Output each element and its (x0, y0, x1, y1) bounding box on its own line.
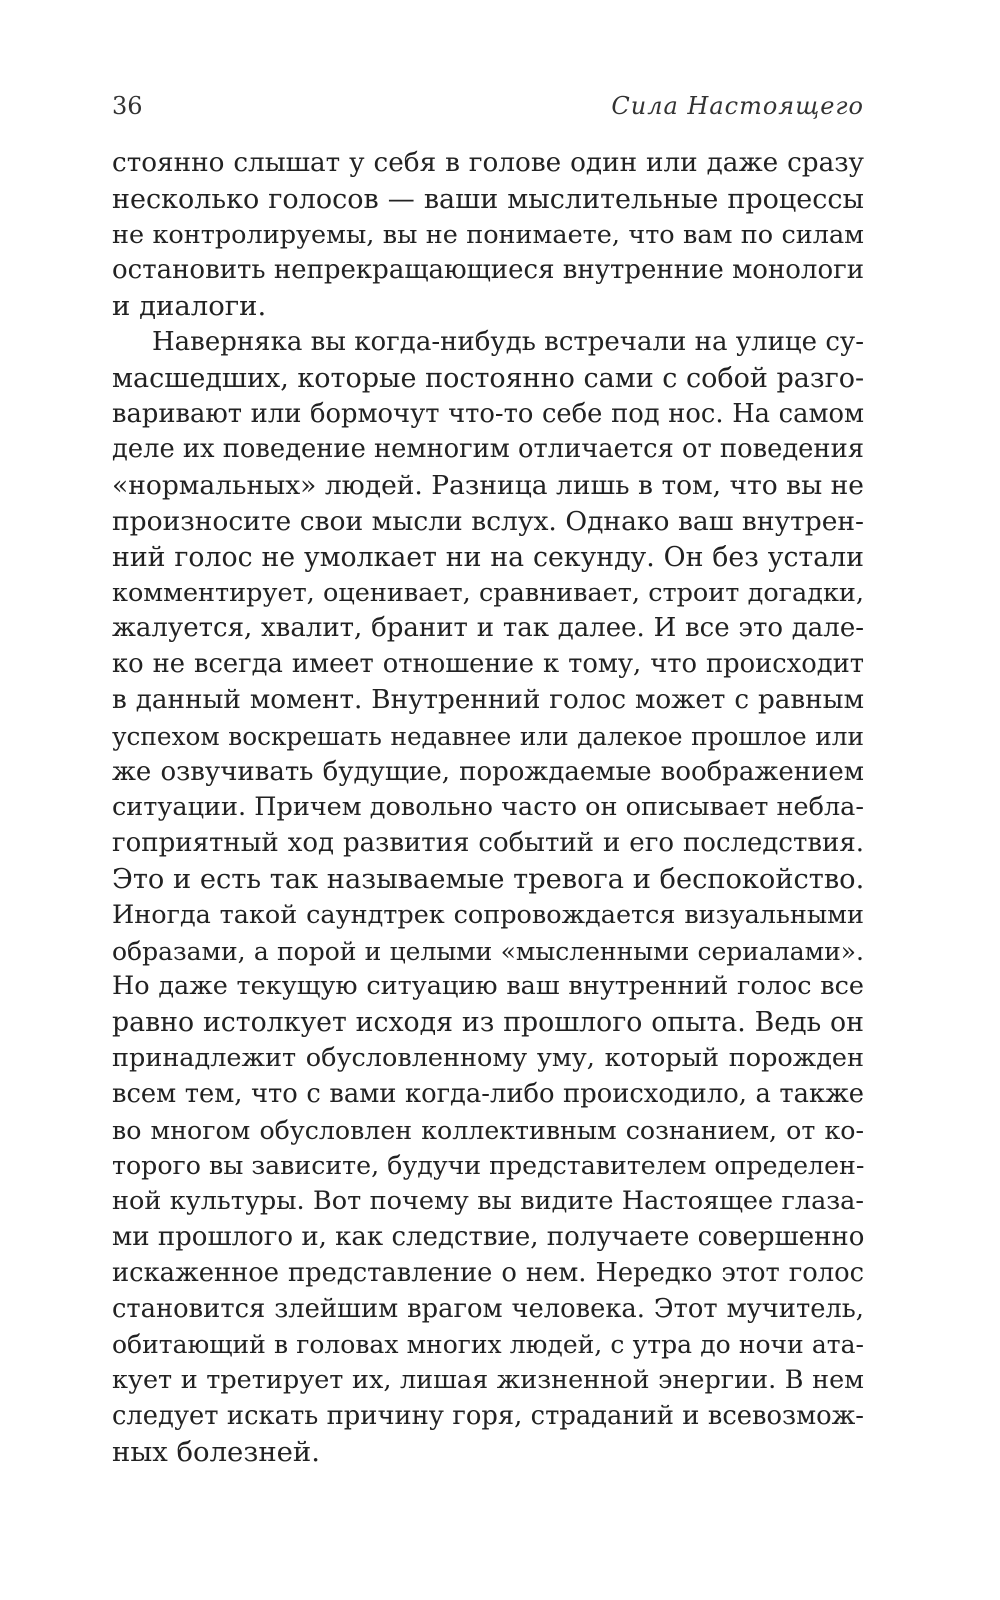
text-line: следует искать причину горя, страданий и всевозмож- (112, 1400, 864, 1431)
text-line: жалуется, хвалит, бранит и так далее. И все это дале- (112, 613, 864, 644)
text-line: варивают или бормочут что-то себе под нос. На самом (112, 398, 864, 429)
text-line: становится злейшим врагом человека. Этот мучитель, (112, 1293, 864, 1324)
text-line: деле их поведение немногим отличается от поведения (112, 434, 864, 465)
text-line: Иногда такой саундтрек сопровождается визуальными (112, 899, 864, 930)
text-line: ситуации. Причем довольно часто он описывает небла- (112, 792, 864, 823)
text-line: принадлежит обусловленному уму, который порожден (112, 1042, 864, 1073)
text-line: успехом воскрешать недавнее или далекое прошлое или (112, 721, 864, 751)
page-header (112, 88, 864, 124)
body-text (112, 146, 864, 1470)
text-line: же озвучивать будущие, порождаемые воображением (112, 756, 864, 787)
text-line: кует и третирует их, лишая жизненной энергии. В нем (112, 1365, 864, 1396)
text-line: произносите свои мысли вслух. Однако ваш внутрен- (112, 505, 864, 537)
paragraph-end-line: и диалоги. (112, 290, 267, 323)
text-line: равно истолкует исходя из прошлого опыта. Ведь он (112, 1007, 864, 1039)
text-line: обитающий в головах многих людей, с утра до ночи ата- (112, 1330, 864, 1360)
text-line: комментирует, оценивает, сравнивает, строит догадки, (112, 577, 864, 608)
text-line: ко не всегда имеет отношение к тому, что происходит (112, 649, 864, 680)
text-line: ми прошлого и, как следствие, получаете совершенно (112, 1221, 865, 1252)
text-line: торого вы зависите, будучи представителем определен- (112, 1151, 865, 1181)
text-line: всем тем, что с вами когда-либо происходило, а также (112, 1078, 864, 1109)
text-line: масшедших, которые постоянно сами с собой разго- (112, 362, 865, 394)
text-line: остановить непрекращающиеся внутренние монологи (112, 255, 865, 286)
text-line: несколько голосов — ваши мыслительные процессы (112, 183, 864, 215)
paragraph-end-line: ных болезней. (112, 1435, 320, 1468)
paragraph-start-line: Наверняка вы когда-нибудь встречали на улице су- (152, 326, 864, 357)
text-line: ний голос не умолкает ни на секунду. Он без устали (112, 541, 864, 573)
running-title: Сила Настоящего (611, 92, 864, 120)
text-line: образами, а порой и целыми «мысленными сериалами». (112, 936, 864, 966)
text-line: искаженное представление о нем. Нередко этот голос (112, 1257, 864, 1288)
text-line: «нормальных» людей. Разница лишь в том, что вы не (112, 470, 864, 502)
text-line: во многом обусловлен коллективным сознанием, от ко- (112, 1115, 864, 1145)
text-line: гоприятный ход развития событий и его последствия. (112, 828, 864, 859)
text-line: Но даже текущую ситуацию ваш внутренний голос все (112, 971, 864, 1002)
page-number: 36 (112, 92, 143, 120)
text-line: ной культуры. Вот почему вы видите Настоящее глаза- (112, 1186, 864, 1217)
text-line: в данный момент. Внутренний голос может с равным (112, 684, 864, 715)
text-line: стоянно слышат у себя в голове один или даже сразу (112, 148, 864, 178)
text-line: не контролируемы, вы не понимаете, что вам по силам (112, 219, 864, 250)
text-line: Это и есть так называемые тревога и беспокойство. (112, 863, 865, 895)
